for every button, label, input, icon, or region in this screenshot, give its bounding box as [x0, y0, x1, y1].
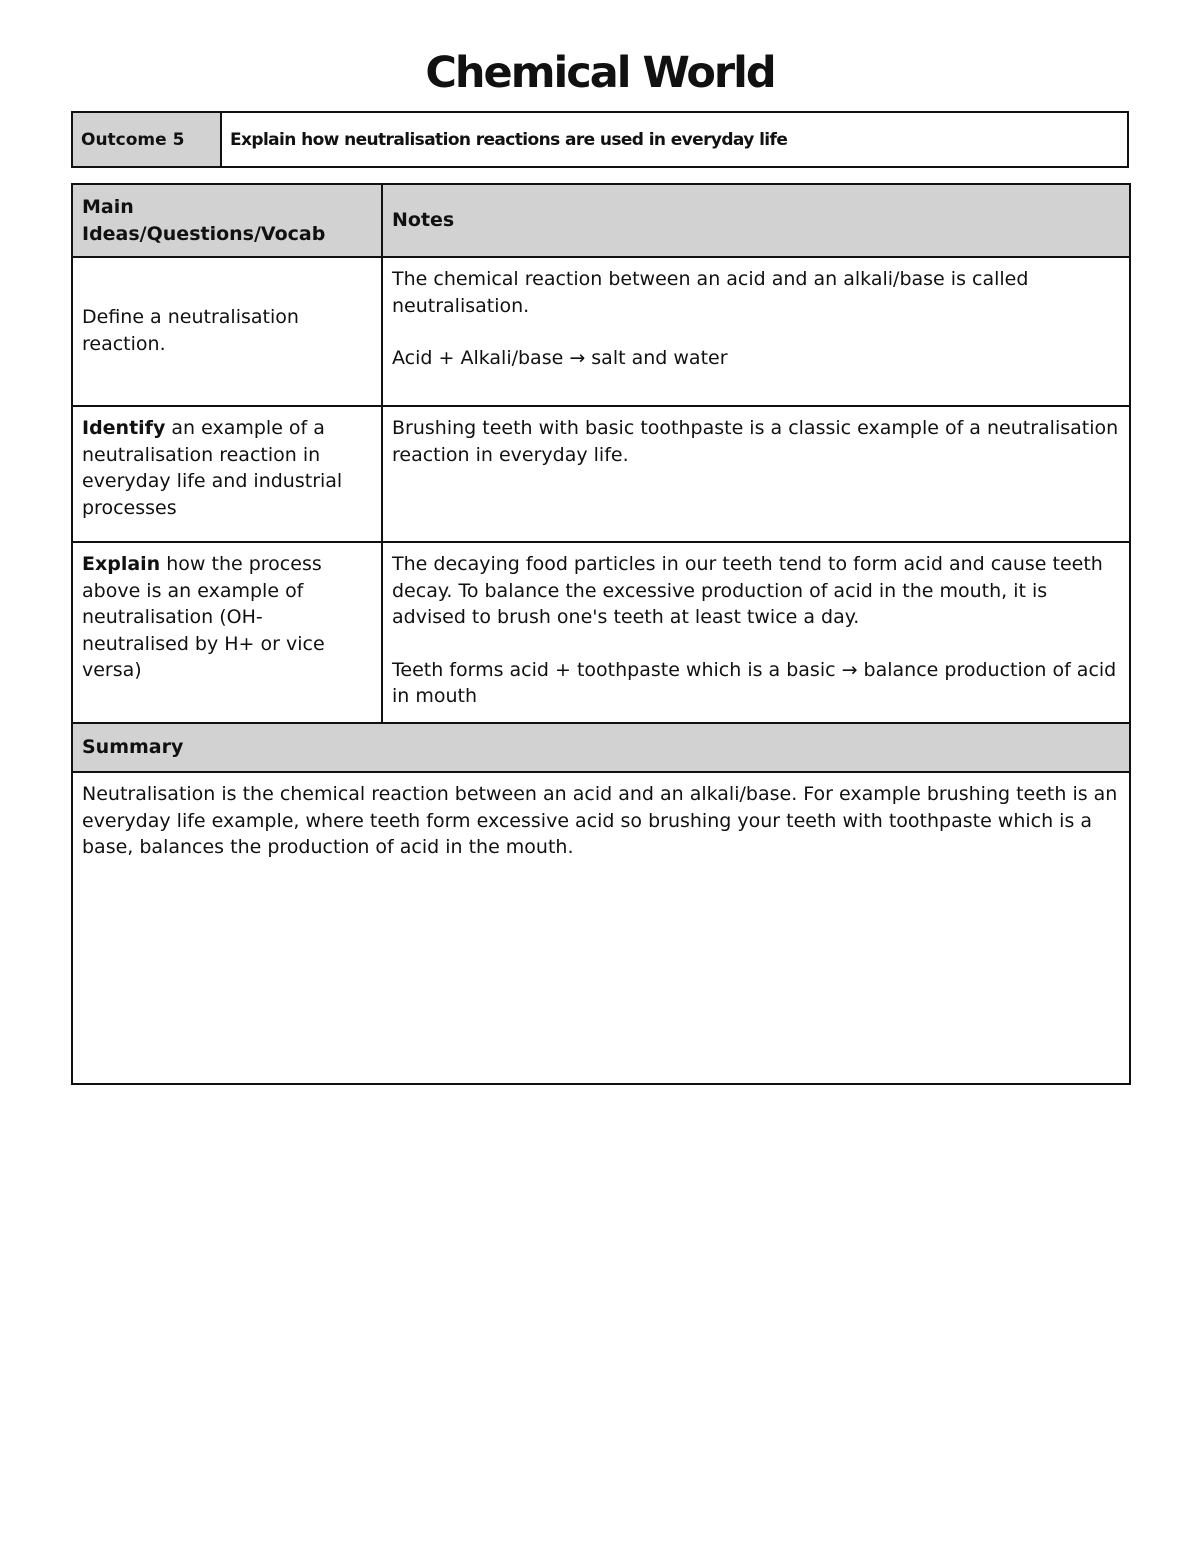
- main-idea-cell: [72, 542, 382, 723]
- notes-equation: Acid + Alkali/base → salt and water: [392, 347, 728, 369]
- summary-text: Neutralisation is the chemical reaction between an acid and an alkali/base. For example brushing teeth is an everyday life example, where teeth form excessive acid so brushing your teeth with toothpaste which is a base, balances the production of acid in the mouth.: [72, 772, 1130, 1084]
- outcome-label: Outcome 5: [72, 112, 221, 167]
- summary-header-row: [72, 723, 1130, 772]
- main-idea-text: Define a neutralisation reaction.: [82, 306, 299, 355]
- notes-cell: [382, 406, 1130, 542]
- header-row: [72, 184, 1130, 257]
- main-idea-text: an example of a neutralisation reaction in everyday life and industrial processes: [82, 417, 343, 519]
- notes-equation: Teeth forms acid + toothpaste which is a basic → balance production of acid in mouth: [392, 658, 1117, 707]
- notes-paragraph: The decaying food particles in our teeth tend to form acid and cause teeth decay. To balance the excessive production of acid in the mouth, it is advised to brush one's teeth at least twice a day.: [392, 553, 1103, 628]
- table-row: [72, 257, 1130, 406]
- notes-cell: [382, 542, 1130, 723]
- main-idea-keyword: Explain: [82, 553, 161, 575]
- main-idea-cell: [72, 257, 382, 406]
- header-main-ideas: Main Ideas/Questions/Vocab: [72, 184, 382, 257]
- cornell-notes-table: [71, 183, 1131, 1085]
- page-title: Chemical World: [425, 48, 775, 98]
- outcome-row: [72, 112, 1128, 167]
- notes-cell: [382, 257, 1130, 406]
- notes-paragraph: Brushing teeth with basic toothpaste is a classic example of a neutralisation reaction in everyday life.: [392, 417, 1119, 466]
- main-idea-cell: [72, 406, 382, 542]
- outcome-table: [71, 111, 1129, 168]
- main-idea-text: how the process above is an example of neutralisation (OH- neutralised by H+ or vice versa): [82, 553, 325, 681]
- table-row: [72, 406, 1130, 542]
- summary-header: Summary: [72, 723, 1130, 772]
- notes-paragraph: The chemical reaction between an acid and an alkali/base is called neutralisation.: [392, 268, 1029, 317]
- header-notes: Notes: [382, 184, 1130, 257]
- outcome-text: Explain how neutralisation reactions are used in everyday life: [221, 112, 1128, 167]
- summary-row: [72, 772, 1130, 1084]
- table-row: [72, 542, 1130, 723]
- main-idea-keyword: Identify: [82, 417, 166, 439]
